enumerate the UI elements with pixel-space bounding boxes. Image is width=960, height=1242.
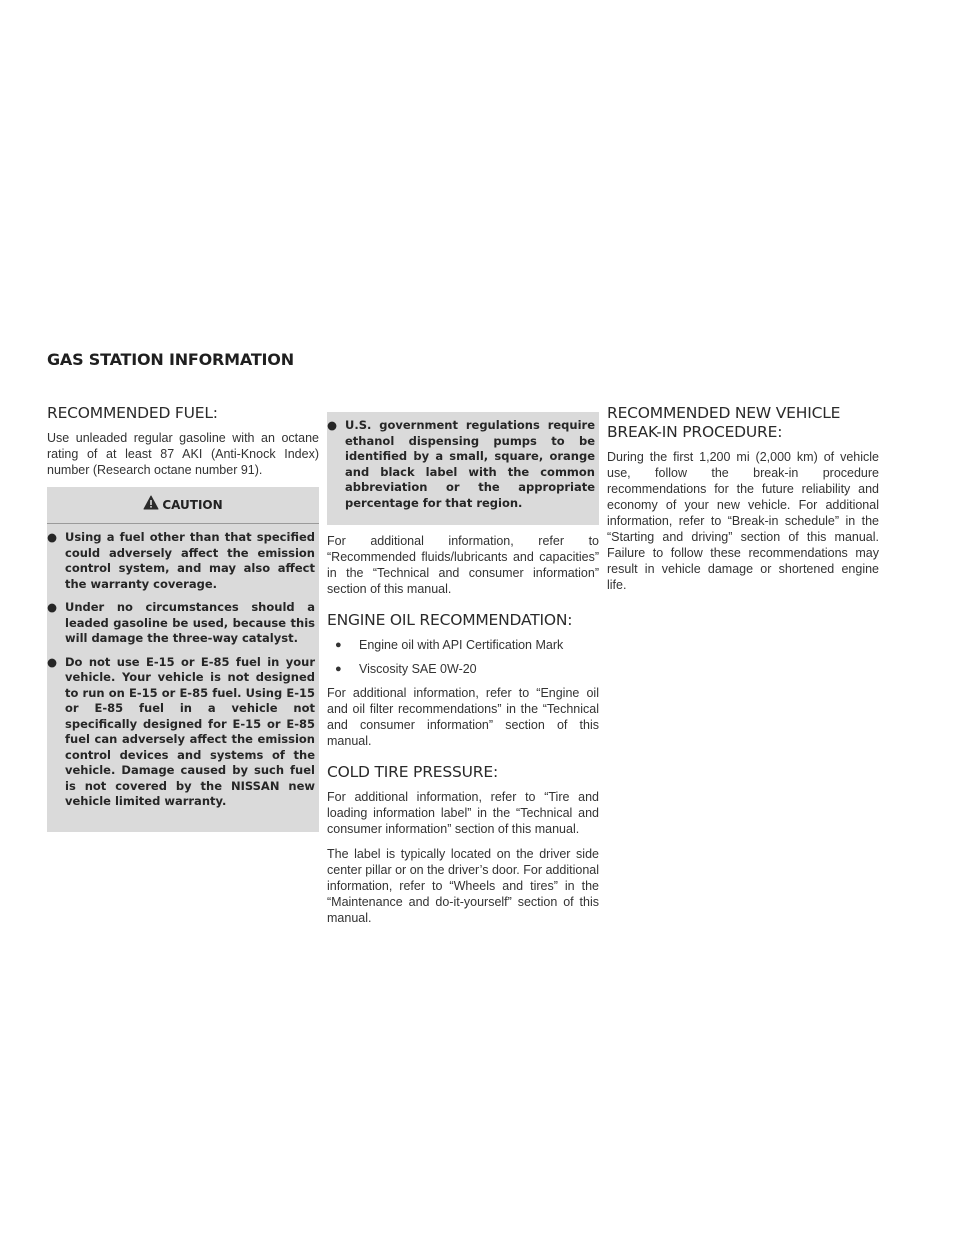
- bullet-icon: ●: [335, 639, 342, 651]
- section-title: GAS STATION INFORMATION: [47, 350, 294, 369]
- column-middle: [327, 404, 599, 935]
- caution-item-text: U.S. government regulations require ethanol dispensing pumps to be identified by a small, square, orange and black label with the common abbreviation or the appropriate percentage for that region.: [345, 418, 595, 510]
- caution-divider: [47, 523, 319, 524]
- fuel-reference: For additional information, refer to “Recommended fluids/lubricants and capacities” in the “Technical and consumer information” section of this manual.: [327, 534, 599, 596]
- column-left: [47, 404, 319, 832]
- caution-item: [47, 655, 319, 810]
- caution-item-text: Under no circumstances should a leaded gasoline be used, because this will damage the three-way catalyst.: [65, 600, 315, 645]
- oil-heading: ENGINE OIL RECOMMENDATION:: [327, 611, 573, 629]
- fuel-intro: Use unleaded regular gasoline with an octane rating of at least 87 AKI (Anti-Knock Index) number (Research octane number 91).: [47, 431, 319, 477]
- caution-item-text: Using a fuel other than that specified could adversely affect the emission control system, and may also affect the warranty coverage.: [65, 530, 315, 591]
- oil-list-item: [327, 637, 599, 653]
- caution-header: [47, 495, 319, 523]
- caution-box-continued: [327, 412, 599, 525]
- caution-item: [47, 530, 319, 592]
- breakin-heading: RECOMMENDED NEW VEHICLE BREAK-IN PROCEDURE:: [607, 404, 841, 441]
- fuel-heading: RECOMMENDED FUEL:: [47, 404, 218, 422]
- oil-reference: For additional information, refer to “Engine oil and oil filter recommendations” in the “Technical and consumer information” section of this manual.: [327, 686, 599, 748]
- oil-list-item-text: Engine oil with API Certification Mark: [359, 638, 564, 652]
- caution-item: [327, 418, 599, 511]
- caution-box: [47, 487, 319, 832]
- oil-list-item-text: Viscosity SAE 0W-20: [359, 662, 477, 676]
- bullet-icon: ●: [47, 654, 58, 669]
- tire-heading: COLD TIRE PRESSURE:: [327, 763, 498, 781]
- bullet-icon: ●: [47, 600, 58, 614]
- bullet-icon: ●: [335, 663, 342, 675]
- oil-list-item: [327, 661, 599, 677]
- bullet-icon: ●: [327, 418, 338, 432]
- caution-label: CAUTION: [162, 498, 223, 512]
- warning-triangle-icon: [143, 495, 159, 515]
- tire-paragraph-2: The label is typically located on the driver side center pillar or on the driver’s door. For additional information, refer to “Wheels and tires” in the “Maintenance and do-it-yourself” section of this manual.: [327, 847, 599, 925]
- caution-item-text: Do not use E-15 or E-85 fuel in your vehicle. Your vehicle is not designed to run on E-15 or E-85 fuel. Using E-15 or E-85 fuel in a vehicle not specifically designed for E-15 or E-85 fuel can adversely affect the emission control devices and systems of the vehicle. Damage caused by such fuel is not covered by the NISSAN new vehicle limited warranty.: [65, 654, 315, 808]
- tire-paragraph-1: For additional information, refer to “Tire and loading information label” in the “Technical and consumer information” section of this manual.: [327, 790, 599, 836]
- column-right: [607, 404, 879, 602]
- breakin-body: During the first 1,200 mi (2,000 km) of vehicle use, follow the break-in procedure recommendations for the future reliability and economy of your new vehicle. For additional information, refer to “Break-in schedule” in the “Starting and driving” section of this manual. Failure to follow these recommendations may result in vehicle damage or shortened engine life.: [607, 450, 879, 592]
- bullet-icon: ●: [47, 530, 58, 544]
- caution-item: [47, 600, 319, 647]
